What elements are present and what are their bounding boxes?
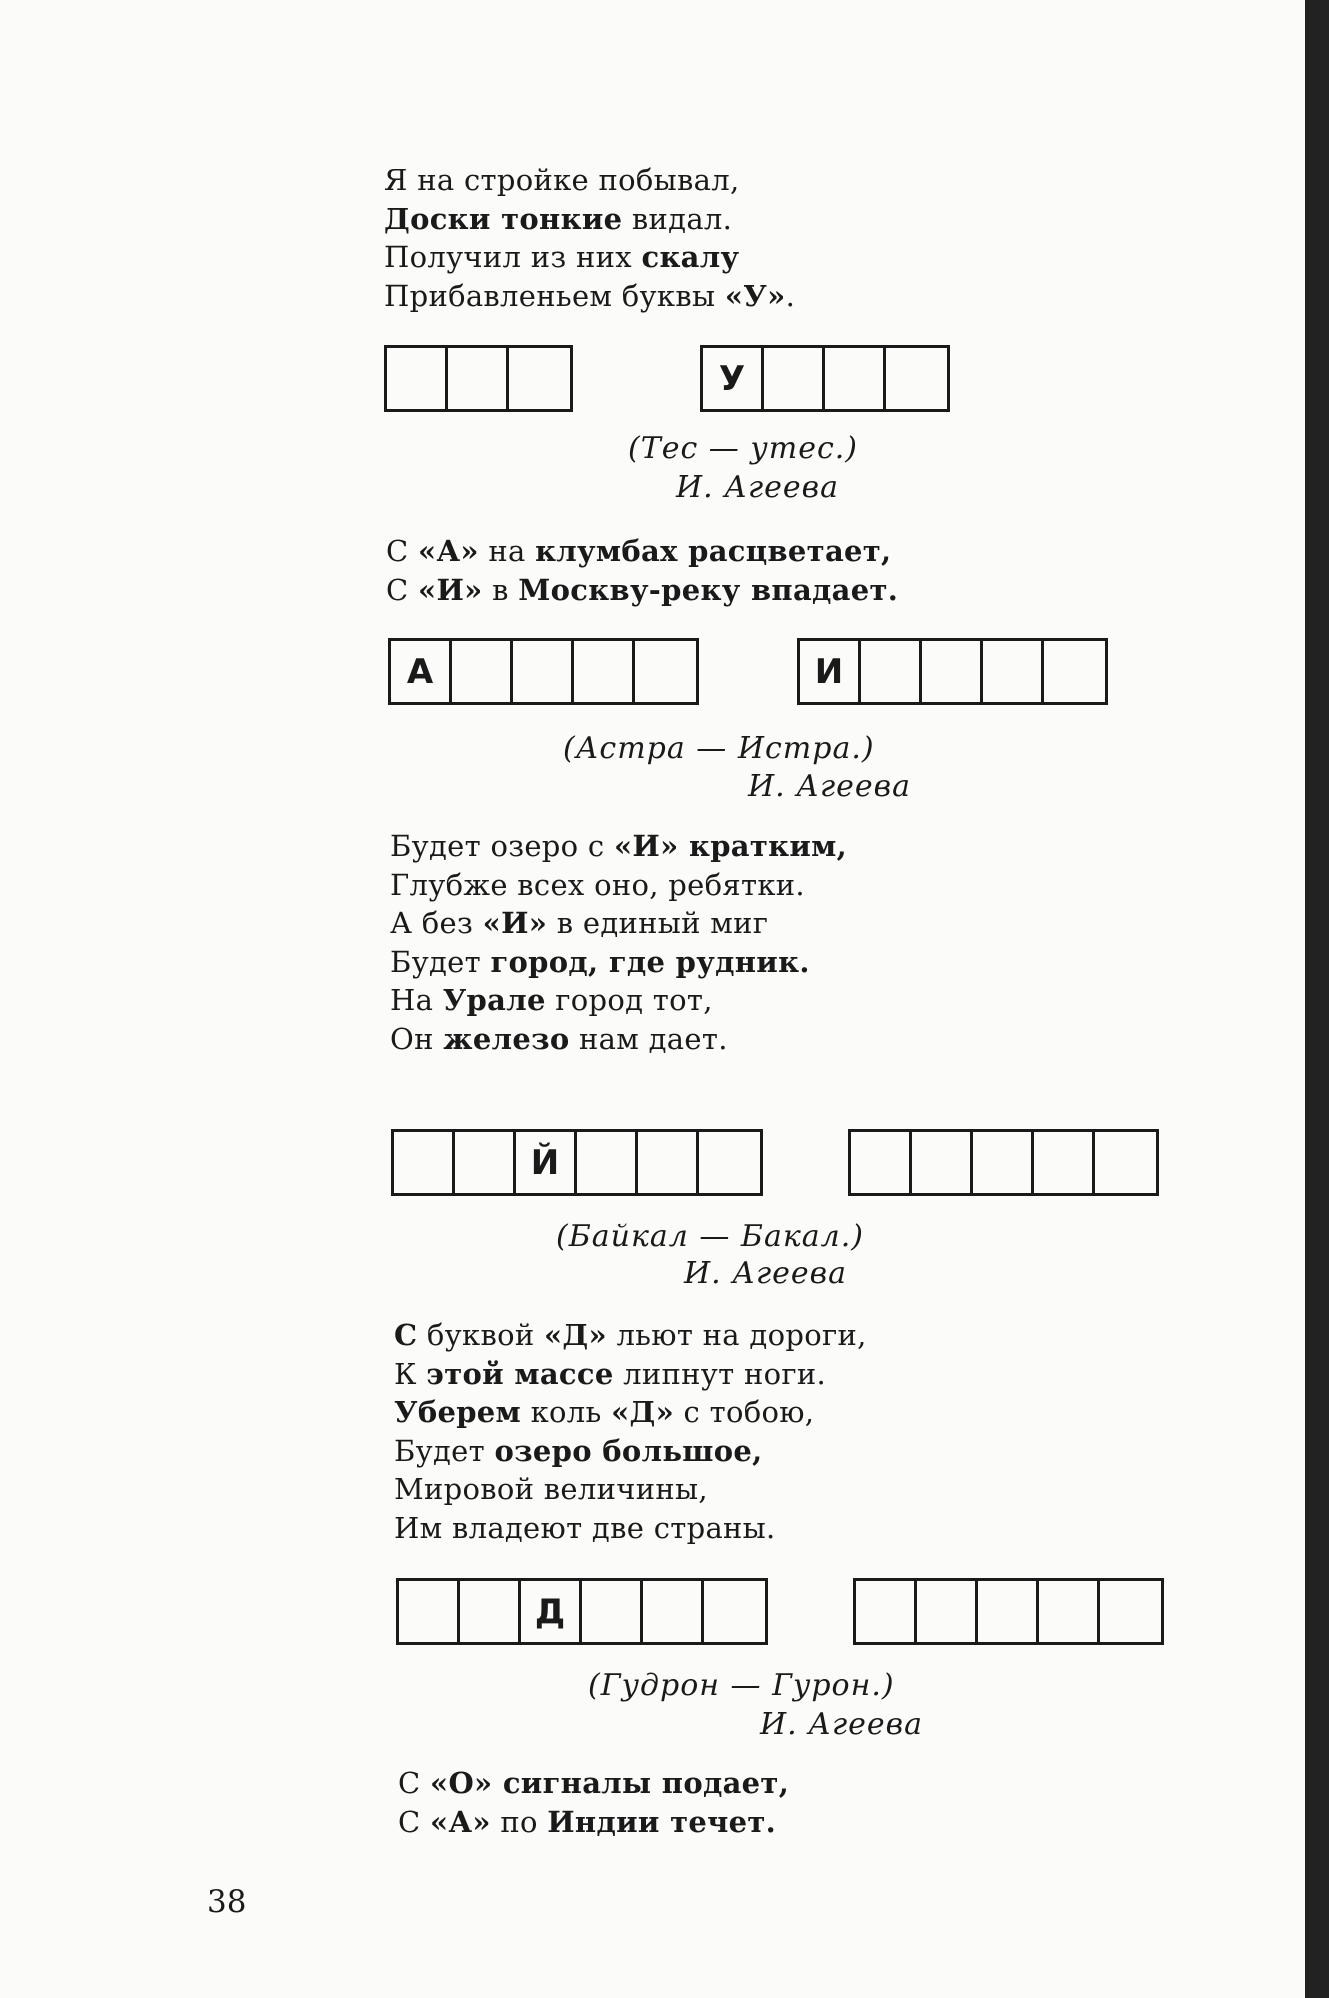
letter-cell [448, 348, 509, 409]
bold-text: Урале [442, 983, 546, 1017]
text: Прибавленьем буквы [384, 278, 725, 313]
text: буквой [417, 1318, 544, 1352]
poem-line [384, 277, 795, 316]
text: город тот, [545, 983, 713, 1017]
bold-text: Москву-реку впадает. [518, 572, 899, 607]
riddle-1-poem [384, 161, 795, 315]
riddle-5-poem [398, 1764, 789, 1841]
text: на [478, 534, 536, 568]
letter-cell [1039, 1581, 1100, 1642]
poem-line [390, 1020, 847, 1059]
letter-cell [509, 348, 570, 409]
letter-cell: Й [516, 1132, 577, 1193]
text: в [482, 572, 519, 607]
letter-cell [1034, 1132, 1095, 1193]
text: Мировой величины, [394, 1472, 708, 1506]
bold-text: железо [443, 1021, 570, 1056]
bold-text: «А» [418, 534, 479, 568]
riddle-2-poem [386, 532, 898, 609]
text: С [398, 1804, 431, 1839]
letter-cell [983, 641, 1044, 702]
letter-cell [394, 1132, 455, 1193]
riddle-2-answer: (Астра — Истра.) [563, 731, 875, 766]
letter-cell [886, 348, 947, 409]
text: На [390, 983, 443, 1017]
letter-cell [922, 641, 983, 702]
letter-cell [851, 1132, 912, 1193]
letter-cell [643, 1581, 704, 1642]
poem-line [384, 238, 795, 277]
text: Будет [390, 944, 491, 979]
bold-text: «У» [724, 278, 786, 313]
text: льют на дороги, [606, 1318, 867, 1352]
letter-cell [387, 348, 448, 409]
poem-line [394, 1393, 867, 1432]
bold-text: «О» сигналы подает, [430, 1766, 790, 1800]
letter-cell [460, 1581, 521, 1642]
bold-text: «Д» [544, 1318, 607, 1352]
text: С [386, 534, 419, 568]
riddle-4-poem [394, 1316, 867, 1547]
riddle-1-answer: (Тес — утес.) [628, 431, 858, 466]
bold-text: клумбах расцветает, [535, 534, 892, 568]
text: Будет озеро с [390, 829, 614, 863]
poem-line [390, 943, 847, 982]
letter-cell [638, 1132, 699, 1193]
letter-cell [1044, 641, 1105, 702]
riddle-2-grid-left [388, 638, 699, 705]
letter-cell [455, 1132, 516, 1193]
riddle-4-answer: (Гудрон — Гурон.) [588, 1668, 895, 1703]
bold-text: Доски тонкие [384, 201, 623, 236]
poem-line [394, 1509, 867, 1548]
poem-line [390, 981, 847, 1020]
letter-cell: И [800, 641, 861, 702]
letter-cell [1100, 1581, 1161, 1642]
letter-cell [635, 641, 696, 702]
poem-line [384, 200, 795, 239]
letter-cell [513, 641, 574, 702]
letter-cell [978, 1581, 1039, 1642]
bold-text: С [394, 1318, 418, 1352]
poem-line [390, 866, 847, 905]
letter-cell [574, 641, 635, 702]
poem-line [390, 904, 847, 943]
riddle-2-grid-right [797, 638, 1108, 705]
bold-text: «А» [430, 1804, 491, 1839]
letter-cell: А [391, 641, 452, 702]
text: А без [390, 906, 483, 940]
letter-cell: Д [521, 1581, 582, 1642]
page-number: 38 [207, 1884, 247, 1920]
riddle-1-author: И. Агеева [676, 470, 839, 505]
letter-cell [861, 641, 922, 702]
letter-cell [764, 348, 825, 409]
bold-text: скалу [641, 240, 740, 274]
bold-text: «И» кратким, [614, 829, 848, 863]
letter-cell [699, 1132, 760, 1193]
riddle-3-grid-right [848, 1129, 1159, 1196]
text: . [785, 278, 796, 313]
riddle-2-author: И. Агеева [748, 769, 911, 804]
poem-line [398, 1803, 789, 1842]
riddle-3-answer: (Байкал — Бакал.) [556, 1219, 865, 1254]
text: в единый миг [547, 906, 769, 940]
poem-line [390, 827, 847, 866]
poem-line [384, 161, 795, 200]
letter-cell [452, 641, 513, 702]
bold-text: «И» [418, 572, 483, 607]
riddle-4-grid-left [396, 1578, 768, 1645]
poem-line [394, 1355, 867, 1394]
riddle-1-grid-left [384, 345, 573, 412]
letter-cell [399, 1581, 460, 1642]
riddle-4-author: И. Агеева [760, 1707, 923, 1742]
text: липнут ноги. [613, 1356, 826, 1391]
poem-line [386, 532, 898, 571]
letter-cell [856, 1581, 917, 1642]
letter-cell [1095, 1132, 1156, 1193]
bold-text: этой массе [426, 1356, 614, 1391]
poem-line [394, 1316, 867, 1355]
text: Глубже всех оно, ребятки. [390, 867, 805, 902]
text: по [490, 1804, 548, 1839]
bold-text: «Д» [611, 1395, 675, 1429]
riddle-1-grid-right [700, 345, 950, 412]
text: Я на стройке побывал, [384, 163, 740, 197]
text: К [394, 1356, 427, 1391]
riddle-3-author: И. Агеева [684, 1256, 847, 1291]
letter-cell [582, 1581, 643, 1642]
poem-line [386, 571, 898, 610]
poem-line [394, 1432, 867, 1471]
text: нам дает. [569, 1021, 728, 1056]
text: Им владеют две страны. [394, 1510, 776, 1545]
letter-cell [577, 1132, 638, 1193]
text: Он [390, 1021, 444, 1056]
bold-text: озеро большое, [494, 1433, 763, 1468]
bold-text: Уберем [394, 1395, 522, 1429]
riddle-3-poem [390, 827, 847, 1058]
text: Будет [394, 1433, 495, 1468]
poem-line [394, 1470, 867, 1509]
riddle-3-grid-left [391, 1129, 763, 1196]
bold-text: «И» [482, 906, 548, 940]
page-edge-shadow [1305, 0, 1329, 1998]
text: видал. [622, 201, 733, 236]
text: с тобою, [674, 1395, 815, 1429]
text: Получил из них [384, 240, 642, 274]
letter-cell [973, 1132, 1034, 1193]
text: С [398, 1766, 431, 1800]
poem-line [398, 1764, 789, 1803]
bold-text: Индии течет. [547, 1804, 777, 1839]
letter-cell [825, 348, 886, 409]
letter-cell: У [703, 348, 764, 409]
bold-text: город, где рудник. [490, 944, 810, 979]
riddle-4-grid-right [853, 1578, 1164, 1645]
text: коль [521, 1395, 612, 1429]
letter-cell [704, 1581, 765, 1642]
text: С [386, 572, 419, 607]
letter-cell [917, 1581, 978, 1642]
letter-cell [912, 1132, 973, 1193]
